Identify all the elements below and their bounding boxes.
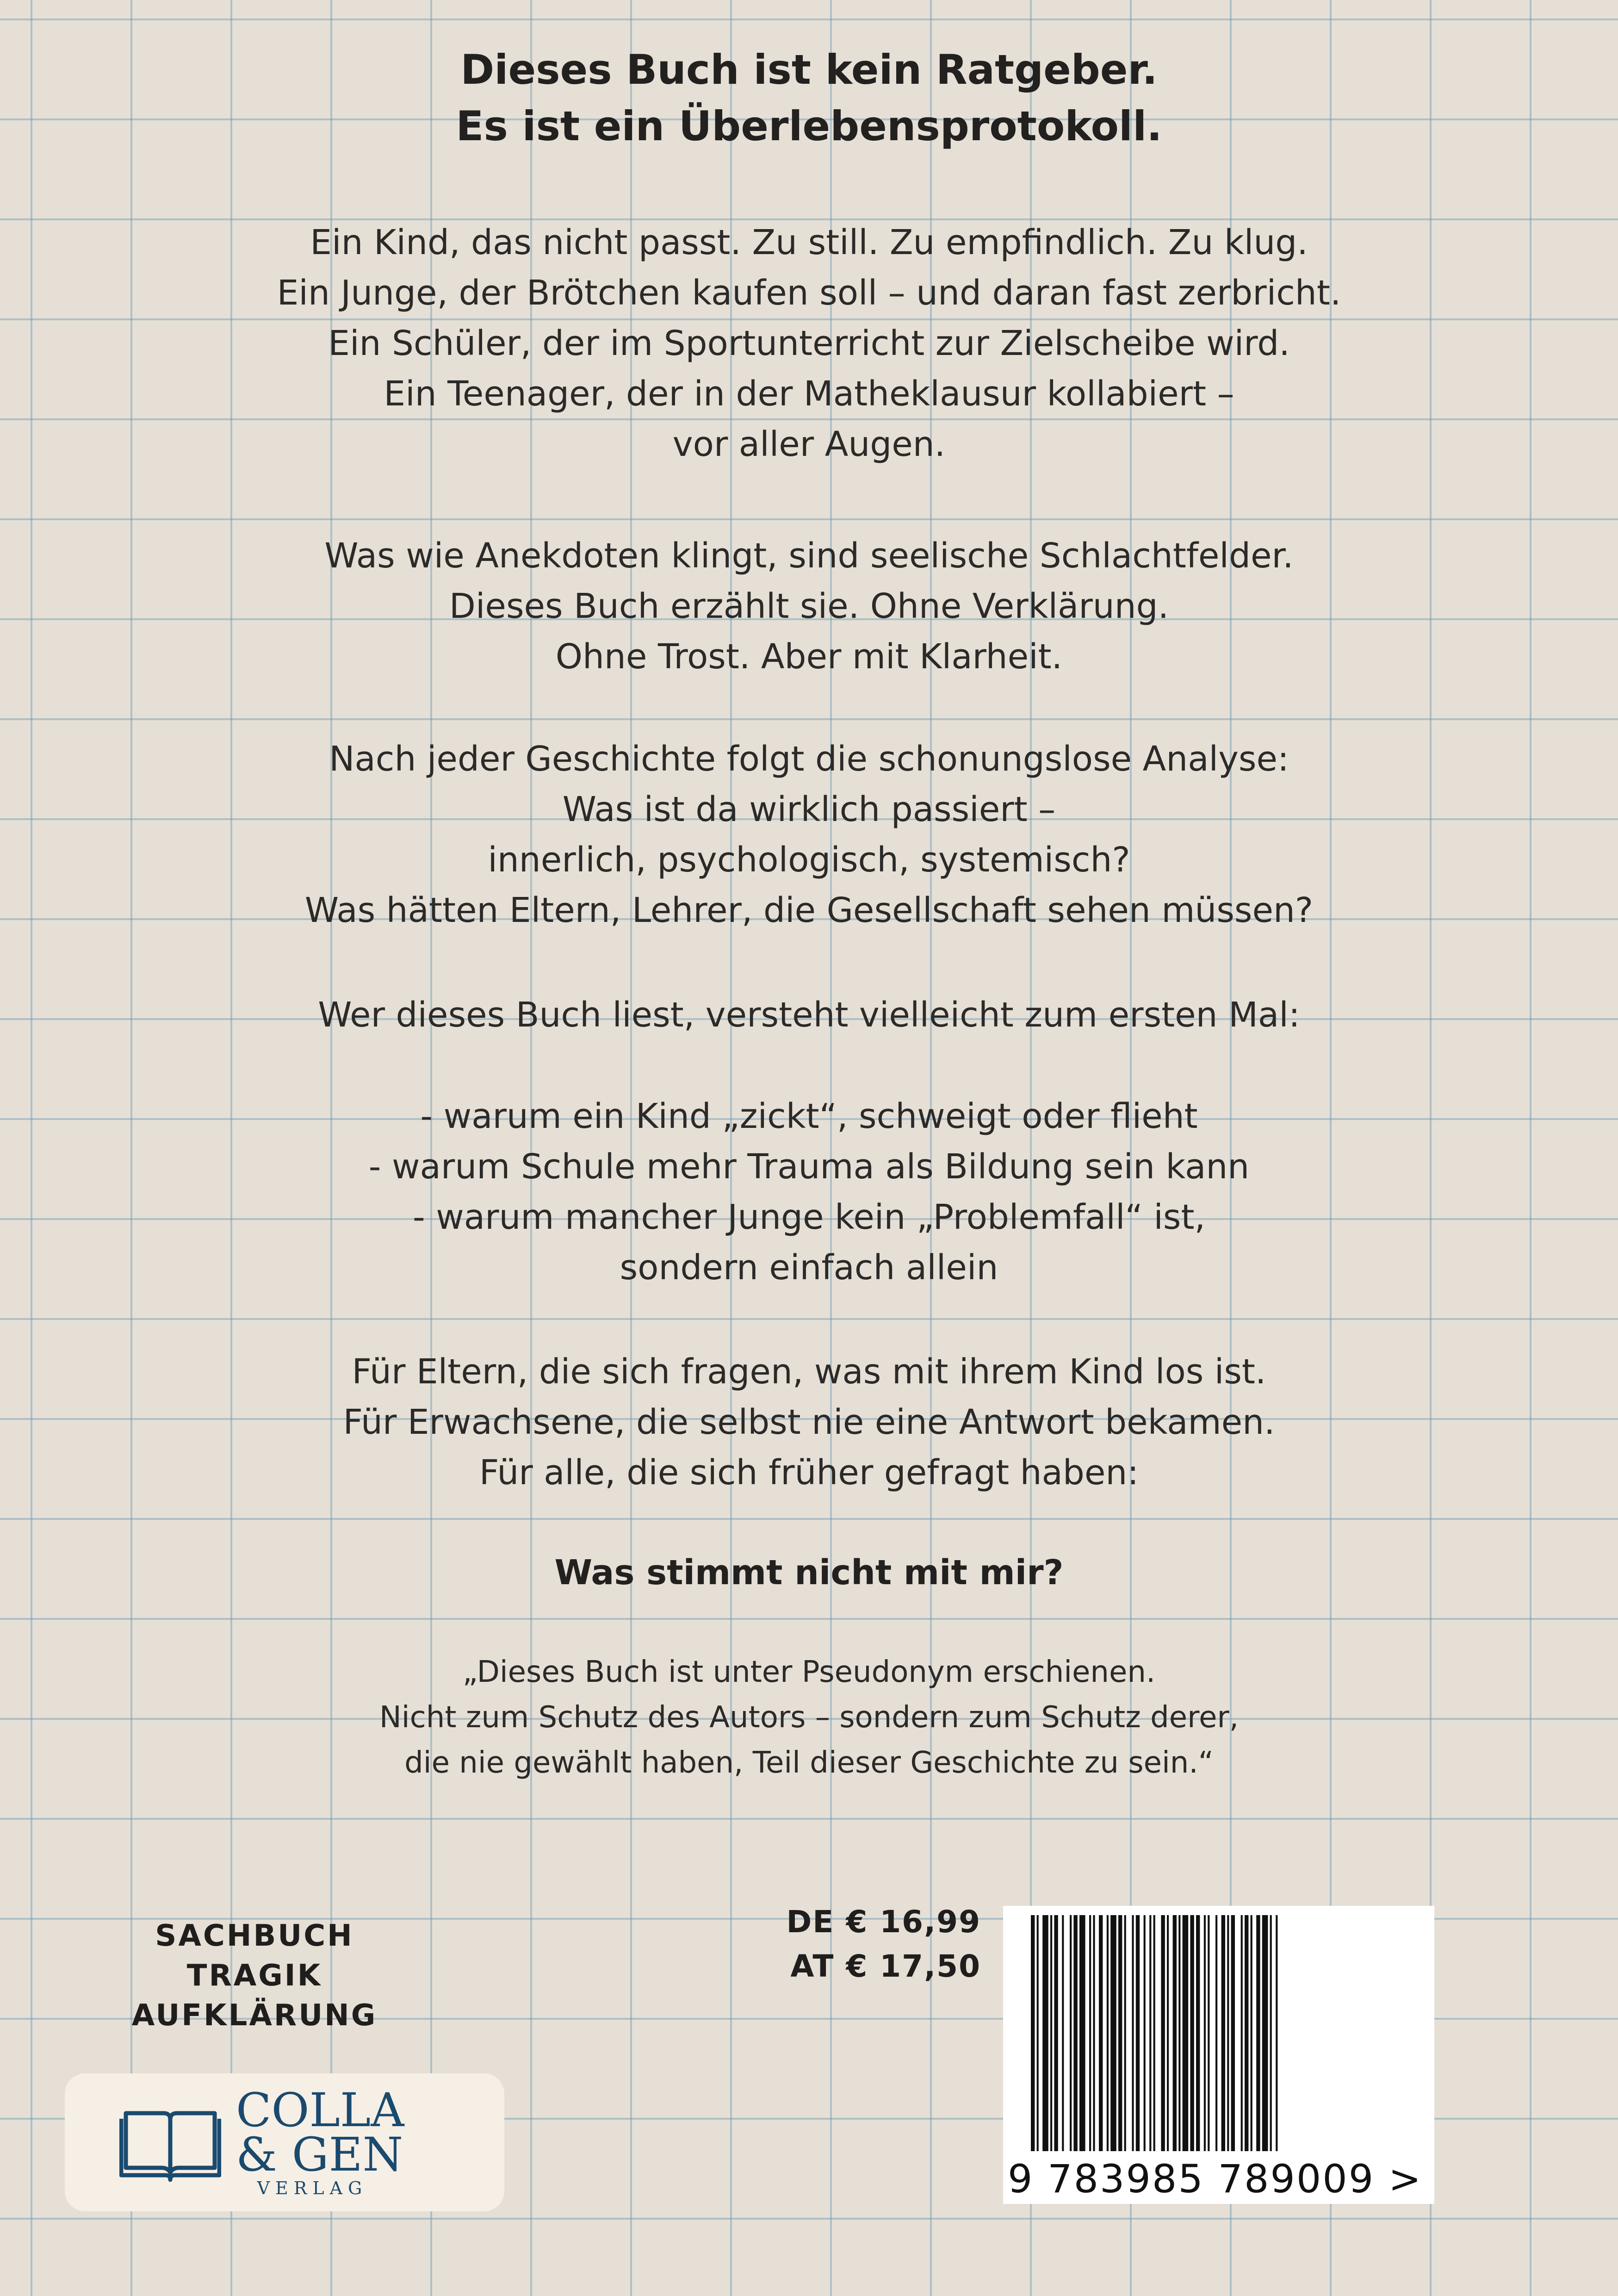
barcode-bar [1118,1915,1122,2151]
barcode-bar [1149,1915,1151,2151]
headline [0,42,1618,155]
list-item: - warum Schule mehr Trauma als Bildung sein kann [368,1147,1250,1187]
paragraph-line: vor aller Augen. [672,424,946,464]
barcode-bar [1054,1915,1058,2151]
barcode-bar [1215,1915,1217,2151]
barcode-bar [1079,1915,1085,2151]
barcode-bar [1050,1915,1052,2151]
bullet-list [0,1091,1618,1293]
barcode-bar [1204,1915,1206,2151]
barcode-bar [1107,1915,1109,2151]
barcode-bar [1183,1915,1189,2151]
barcode-bar [1161,1915,1165,2151]
barcode-bar [1196,1915,1200,2151]
genre-list [116,1916,393,2035]
paragraph-analysis [0,734,1618,936]
barcode-bar [1221,1915,1225,2151]
price-block [759,1900,981,1989]
paragraph-line: Was wie Anekdoten klingt, sind seelische Schlachtfelder. [324,536,1294,576]
quote-line: „Dieses Buch ist unter Pseudonym erschienen. [462,1655,1156,1689]
genre-label: SACHBUCH [155,1919,354,1953]
quote-line: Nicht zum Schutz des Autors – sondern zum Schutz derer, [379,1700,1239,1735]
publisher-name-line-2: & GEN [236,2128,403,2182]
paragraph-line: Dieses Buch erzählt sie. Ohne Verklärung. [449,586,1169,626]
barcode-bar [1208,1915,1209,2151]
genre-label: TRAGIK [186,1959,322,1993]
barcode-bar [1099,1915,1103,2151]
key-question: Was stimmt nicht mit mir? [554,1553,1064,1593]
barcode-bar [1144,1915,1146,2151]
barcode-bar [1270,1915,1272,2151]
barcode-bar [1231,1915,1235,2151]
publisher-logo [65,2073,504,2211]
paragraph-line: Für alle, die sich früher gefragt haben: [479,1453,1139,1493]
isbn-barcode [1003,1906,1434,2204]
barcode-bar [1070,1915,1072,2151]
barcode-bar [1153,1915,1155,2151]
barcode-bar [1251,1915,1252,2151]
barcode-bar [1062,1915,1064,2151]
barcode-bar [1031,1915,1035,2151]
paragraph-line: innerlich, psychologisch, systemisch? [488,840,1130,880]
barcode-bar [1190,1915,1194,2151]
headline-line-2: Es ist ein Überlebensprotokoll. [456,102,1162,150]
barcode-bar [1110,1915,1116,2151]
publisher-name-line-1: COLLA [236,2083,404,2137]
paragraph-line: Was ist da wirklich passiert – [562,790,1056,829]
paragraph-line: Was hätten Eltern, Lehrer, die Gesellschaft sehen müssen? [304,890,1314,930]
genre-label: AUFKLÄRUNG [131,1998,378,2033]
barcode-bar [1173,1915,1177,2151]
barcode-bar [1073,1915,1077,2151]
barcode-bar [1132,1915,1134,2151]
paragraph-reader [0,990,1618,1040]
barcode-bar [1227,1915,1229,2151]
list-item: - warum mancher Junge kein „Problemfall“ ist, [412,1197,1206,1237]
barcode-bar [1245,1915,1248,2151]
paragraph-anecdotes [0,531,1618,682]
paragraph-line: Ein Schüler, der im Sportunterricht zur Zielscheibe wird. [328,324,1290,363]
open-book-icon [119,2103,221,2182]
paragraph-intro [0,218,1618,470]
paragraph-line: Für Eltern, die sich fragen, was mit ihrem Kind los ist. [352,1352,1266,1392]
barcode-bar [1178,1915,1180,2151]
list-item: sondern einfach allein [620,1248,998,1288]
paragraph-line: Für Erwachsene, die selbst nie eine Antwort bekamen. [343,1402,1275,1442]
barcode-bar [1089,1915,1091,2151]
price-de: DE € 16,99 [786,1904,981,1940]
paragraph-line: Wer dieses Buch liest, versteht vielleicht zum ersten Mal: [318,995,1300,1035]
pseudonym-quote [0,1649,1618,1786]
barcode-bar [1093,1915,1095,2151]
paragraph-line: Ohne Trost. Aber mit Klarheit. [555,637,1063,677]
paragraph-audience [0,1347,1618,1498]
barcode-bar [1276,1915,1277,2151]
barcode-bar [1042,1915,1048,2151]
quote-line: die nie gewählt haben, Teil dieser Geschichte zu sein.“ [404,1746,1214,1780]
price-at: AT € 17,50 [790,1948,981,1984]
barcode-bar [1262,1915,1268,2151]
list-item: - warum ein Kind „zickt“, schweigt oder flieht [420,1096,1198,1136]
paragraph-line: Ein Teenager, der in der Matheklausur kollabiert – [384,374,1234,414]
barcode-bar [1256,1915,1260,2151]
barcode-bars [1003,1906,1434,2165]
paragraph-line: Ein Junge, der Brötchen kaufen soll – und daran fast zerbricht. [277,273,1341,313]
barcode-bar [1136,1915,1140,2151]
barcode-bar [1124,1915,1126,2151]
paragraph-line: Nach jeder Geschichte folgt die schonungslose Analyse: [329,739,1289,779]
paragraph-line: Ein Kind, das nicht passt. Zu still. Zu empfindlich. Zu klug. [310,223,1308,262]
publisher-subtitle: VERLAG [257,2178,368,2198]
barcode-bar [1167,1915,1169,2151]
barcode-bar [1241,1915,1243,2151]
isbn-digits: 9 783985 789009 > [1008,2156,1423,2202]
barcode-bar [1037,1915,1039,2151]
headline-line-1: Dieses Buch ist kein Ratgeber. [460,46,1158,93]
